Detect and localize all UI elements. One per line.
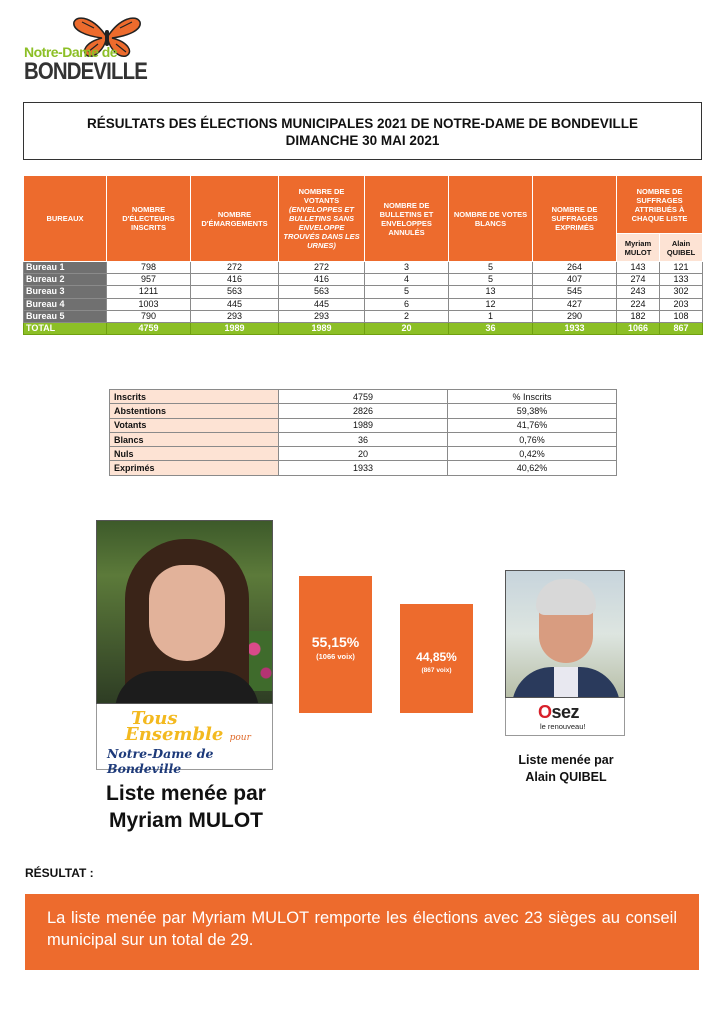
header-inscrits: NOMBRE D'ÉLECTEURS INSCRITS bbox=[107, 176, 191, 262]
cell-blancs: 5 bbox=[449, 274, 533, 286]
cell-mulot: 243 bbox=[617, 286, 660, 298]
cell-blancs: 5 bbox=[449, 262, 533, 274]
osez-wordmark bbox=[538, 702, 579, 723]
header-blancs: NOMBRE DE VOTES BLANCS bbox=[449, 176, 533, 262]
result-box bbox=[25, 894, 699, 970]
table-row bbox=[24, 310, 703, 322]
cell-votants: 445 bbox=[279, 298, 365, 310]
list-logo-word2 bbox=[125, 724, 251, 745]
summary-label: Blancs bbox=[110, 432, 279, 446]
summary-label: Votants bbox=[110, 418, 279, 432]
cell-quibel: 302 bbox=[660, 286, 703, 298]
list-logo-pour: pour bbox=[229, 733, 251, 743]
cell-quibel: 203 bbox=[660, 298, 703, 310]
flowers-decor bbox=[245, 631, 273, 691]
cell-bureau: Bureau 2 bbox=[24, 274, 107, 286]
cell-bureau: Bureau 4 bbox=[24, 298, 107, 310]
header-votants bbox=[279, 176, 365, 262]
cell-exprimes: 427 bbox=[533, 298, 617, 310]
cell-annules: 4 bbox=[365, 274, 449, 286]
table-row bbox=[110, 404, 617, 418]
page-title bbox=[23, 102, 702, 160]
cell-votants: 272 bbox=[279, 262, 365, 274]
table-row bbox=[110, 418, 617, 432]
candidate2-name-line1: Liste menée par bbox=[518, 753, 614, 767]
summary-value: 2826 bbox=[279, 404, 448, 418]
summary-value: 36 bbox=[279, 432, 448, 446]
cell-bureau: Bureau 3 bbox=[24, 286, 107, 298]
cell-inscrits: 1003 bbox=[107, 298, 191, 310]
header-suffrages-listes: NOMBRE DE SUFFRAGES ATTRIBUÉS À CHAQUE LISTE bbox=[617, 176, 703, 234]
cell-quibel: 121 bbox=[660, 262, 703, 274]
osez-subtitle: le renouveau! bbox=[540, 722, 586, 731]
cell-quibel: 108 bbox=[660, 310, 703, 322]
list-logo-ensemble: Ensemble bbox=[125, 724, 224, 745]
candidate2-list-logo bbox=[505, 698, 625, 736]
summary-label: Exprimés bbox=[110, 461, 279, 475]
cell-total-quibel: 867 bbox=[660, 322, 703, 334]
cell-total-exprimes: 1933 bbox=[533, 322, 617, 334]
table-row bbox=[110, 447, 617, 461]
cell-exprimes: 290 bbox=[533, 310, 617, 322]
cell-emargements: 445 bbox=[191, 298, 279, 310]
results-table bbox=[23, 175, 703, 335]
cell-inscrits: 790 bbox=[107, 310, 191, 322]
candidate1-list-logo bbox=[96, 704, 273, 776]
summary-value: 4759 bbox=[279, 390, 448, 404]
cell-blancs: 12 bbox=[449, 298, 533, 310]
logo-line2: BONDEVILLE bbox=[24, 58, 147, 85]
header-list-mulot: Myriam MULOT bbox=[617, 234, 660, 262]
candidate1-photo bbox=[96, 520, 273, 704]
candidate2-result-bar bbox=[400, 604, 473, 713]
cell-inscrits: 798 bbox=[107, 262, 191, 274]
summary-pct: 0,42% bbox=[448, 447, 617, 461]
cell-total-votants: 1989 bbox=[279, 322, 365, 334]
summary-label: Nuls bbox=[110, 447, 279, 461]
body-shape bbox=[115, 671, 259, 704]
candidate2-name bbox=[486, 752, 646, 786]
table-row bbox=[110, 432, 617, 446]
header-exprimes: NOMBRE DE SUFFRAGES EXPRIMÉS bbox=[533, 176, 617, 262]
cell-mulot: 182 bbox=[617, 310, 660, 322]
summary-table bbox=[109, 389, 617, 476]
header-annules: NOMBRE DE BULLETINS ET ENVELOPPES ANNULÉS bbox=[365, 176, 449, 262]
title-line2: DIMANCHE 30 MAI 2021 bbox=[285, 133, 440, 148]
cell-quibel: 133 bbox=[660, 274, 703, 286]
cell-total-label: TOTAL bbox=[24, 322, 107, 334]
header-bureaux: BUREAUX bbox=[24, 176, 107, 262]
header-emargements: NOMBRE D'ÉMARGEMENTS bbox=[191, 176, 279, 262]
cell-bureau: Bureau 5 bbox=[24, 310, 107, 322]
summary-pct: 40,62% bbox=[448, 461, 617, 475]
table-row bbox=[24, 286, 703, 298]
summary-value: 1933 bbox=[279, 461, 448, 475]
cell-emargements: 563 bbox=[191, 286, 279, 298]
summary-value: 20 bbox=[279, 447, 448, 461]
cell-exprimes: 545 bbox=[533, 286, 617, 298]
osez-o: O bbox=[538, 702, 552, 722]
cell-inscrits: 957 bbox=[107, 274, 191, 286]
osez-rest: sez bbox=[551, 702, 580, 722]
cell-total-annules: 20 bbox=[365, 322, 449, 334]
candidate2-votes: (867 voix) bbox=[421, 667, 452, 674]
cell-mulot: 224 bbox=[617, 298, 660, 310]
cell-annules: 5 bbox=[365, 286, 449, 298]
header-list-quibel: Alain QUIBEL bbox=[660, 234, 703, 262]
cell-votants: 416 bbox=[279, 274, 365, 286]
header-votants-main: NOMBRE DE VOTANTS bbox=[298, 187, 345, 205]
candidate1-votes: (1066 voix) bbox=[316, 652, 355, 661]
cell-total-inscrits: 4759 bbox=[107, 322, 191, 334]
summary-label: Abstentions bbox=[110, 404, 279, 418]
shirt-shape bbox=[554, 667, 578, 698]
list-logo-town: Notre-Dame de Bondeville bbox=[107, 746, 214, 776]
cell-exprimes: 264 bbox=[533, 262, 617, 274]
result-label: RÉSULTAT : bbox=[25, 866, 94, 880]
table-row bbox=[24, 298, 703, 310]
cell-blancs: 1 bbox=[449, 310, 533, 322]
candidate1-percent: 55,15% bbox=[311, 634, 360, 650]
list-logo-word1: Tous bbox=[131, 708, 178, 729]
cell-votants: 293 bbox=[279, 310, 365, 322]
candidate1-name bbox=[80, 780, 292, 834]
cell-inscrits: 1211 bbox=[107, 286, 191, 298]
hair-shape bbox=[536, 579, 596, 615]
cell-annules: 6 bbox=[365, 298, 449, 310]
title-line1: RÉSULTATS DES ÉLECTIONS MUNICIPALES 2021 DE NOTRE-DAME DE BONDEVILLE bbox=[86, 116, 639, 131]
cell-votants: 563 bbox=[279, 286, 365, 298]
summary-pct: 59,38% bbox=[448, 404, 617, 418]
result-text: La liste menée par Myriam MULOT remporte les élections avec 23 sièges au conseil municipal sur un total de 29. bbox=[47, 909, 677, 949]
cell-total-mulot: 1066 bbox=[617, 322, 660, 334]
table-row bbox=[110, 390, 617, 404]
candidate1-result-bar bbox=[299, 576, 372, 713]
cell-emargements: 272 bbox=[191, 262, 279, 274]
cell-total-emargements: 1989 bbox=[191, 322, 279, 334]
logo-line1: Notre-Dame de bbox=[24, 44, 118, 60]
face-shape bbox=[149, 565, 225, 661]
summary-pct: % Inscrits bbox=[448, 390, 617, 404]
table-row bbox=[24, 274, 703, 286]
cell-emargements: 416 bbox=[191, 274, 279, 286]
summary-label: Inscrits bbox=[110, 390, 279, 404]
cell-bureau: Bureau 1 bbox=[24, 262, 107, 274]
town-logo bbox=[22, 14, 152, 86]
candidate2-name-line2: Alain QUIBEL bbox=[525, 770, 607, 784]
candidate2-percent: 44,85% bbox=[416, 650, 457, 664]
cell-blancs: 13 bbox=[449, 286, 533, 298]
cell-emargements: 293 bbox=[191, 310, 279, 322]
candidate1-name-line2: Myriam MULOT bbox=[108, 809, 263, 832]
table-row bbox=[110, 461, 617, 475]
cell-annules: 3 bbox=[365, 262, 449, 274]
table-total-row bbox=[24, 322, 703, 334]
table-row bbox=[24, 262, 703, 274]
candidate2-photo bbox=[505, 570, 625, 698]
summary-pct: 41,76% bbox=[448, 418, 617, 432]
header-votants-detail: (ENVELOPPES ET BULLETINS SANS ENVELOPPE TROUVÉS DANS LES URNES) bbox=[283, 205, 360, 250]
summary-value: 1989 bbox=[279, 418, 448, 432]
candidate1-name-line1: Liste menée par bbox=[106, 782, 266, 805]
summary-pct: 0,76% bbox=[448, 432, 617, 446]
cell-total-blancs: 36 bbox=[449, 322, 533, 334]
cell-exprimes: 407 bbox=[533, 274, 617, 286]
cell-annules: 2 bbox=[365, 310, 449, 322]
cell-mulot: 274 bbox=[617, 274, 660, 286]
cell-mulot: 143 bbox=[617, 262, 660, 274]
